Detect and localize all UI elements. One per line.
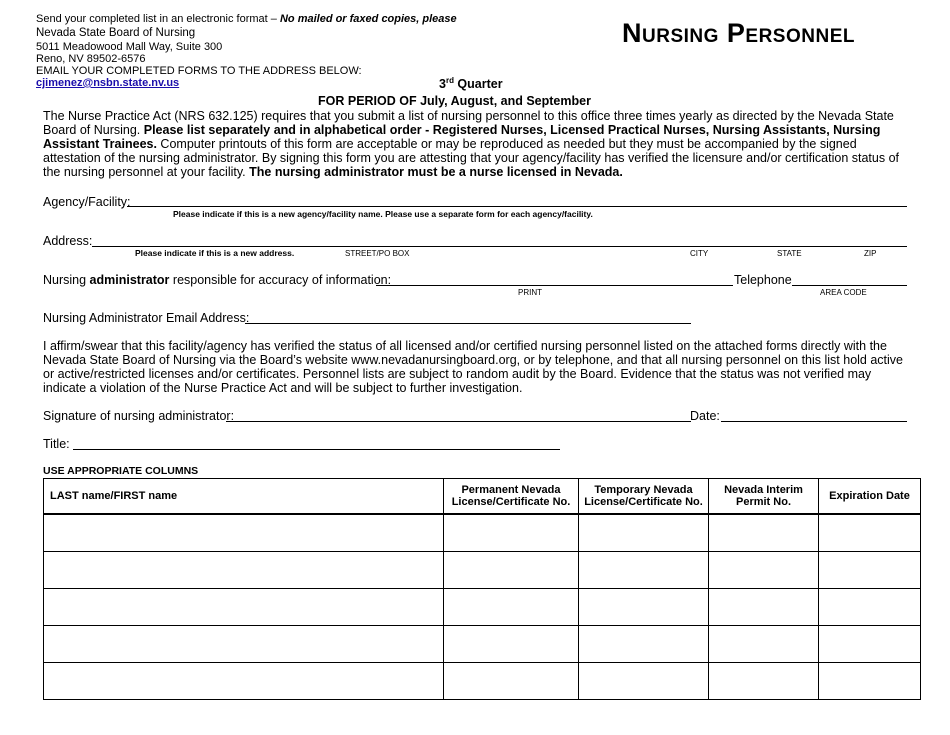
temporary-license-cell[interactable] (579, 626, 709, 663)
intro-paragraph (43, 109, 911, 179)
quarter-label (439, 76, 503, 91)
administrator-label-bold: administrator (89, 273, 170, 287)
send-note: No mailed or faxed copies, please (279, 13, 457, 25)
table-row (44, 589, 921, 626)
intro-text-2: Computer printouts of this form are acceptable or may be reproduced as needed but they must be accompanied by the signed attestation of the nursing administrator. By signing this form you are attesting that your agency/facility has verified the licensure and/or certification status of the nursing personnel at your facility. (43, 137, 899, 179)
temporary-license-cell[interactable] (579, 663, 709, 700)
interim-permit-cell[interactable] (709, 514, 819, 552)
signature-label: Signature of nursing administrator: (43, 409, 235, 423)
column-header-permanent-license: Permanent Nevada License/Certificate No. (444, 479, 579, 515)
area-code-caption: AREA CODE (820, 288, 867, 297)
intro-list-instruction: Please list separately and in alphabetical order - Registered Nurses, Licensed Practical Nurses, Nursing Assistants, Nursing Assistant Trainees. (43, 123, 881, 151)
send-prefix: Send your completed list in an electronic format – (36, 13, 280, 25)
email-instruction: EMAIL YOUR COMPLETED FORMS TO THE ADDRESS BELOW: (36, 65, 362, 77)
expiration-date-cell[interactable] (819, 589, 921, 626)
affirmation-text: I affirm/swear that this facility/agency has verified the status of all licensed and/or certified nursing personnel listed on the attached forms directly with the Nevada State Board of Nursing via the Board’s website www.nevadanursingboard.org, or by telephone, and that all nursing personnel on this list hold active or active/restricted licenses and/or certificates. Personnel lists are subject to random audit by the Board. Evidence that the status was not verified may indicate a violation of the Nurse Practice Act and will be subject to further investigation. (43, 339, 904, 395)
send-instruction (36, 13, 457, 26)
permanent-license-cell[interactable] (444, 663, 579, 700)
table-caption: USE APPROPRIATE COLUMNS (43, 465, 199, 477)
telephone-label: Telephone (734, 273, 792, 287)
name-cell[interactable] (44, 626, 444, 663)
title-label: Title: (43, 437, 70, 451)
column-header-expiration-date: Expiration Date (819, 479, 921, 515)
temporary-license-cell[interactable] (579, 552, 709, 589)
date-label: Date: (690, 409, 720, 423)
telephone-field[interactable] (792, 285, 907, 286)
expiration-date-cell[interactable] (819, 552, 921, 589)
administrator-label-post: responsible for accuracy of information: (169, 273, 392, 287)
administrator-label (43, 273, 391, 288)
interim-permit-cell[interactable] (709, 589, 819, 626)
quarter-word: Quarter (453, 77, 503, 92)
table-header-row (44, 479, 921, 515)
signature-field[interactable] (226, 421, 691, 422)
temporary-license-cell[interactable] (579, 514, 709, 552)
board-email-link[interactable]: cjimenez@nsbn.state.nv.us (36, 77, 180, 89)
table-row (44, 552, 921, 589)
expiration-date-cell[interactable] (819, 626, 921, 663)
address-field[interactable] (92, 246, 907, 247)
period-label: FOR PERIOD OF July, August, and September (318, 94, 591, 108)
org-name: Nevada State Board of Nursing (36, 27, 196, 39)
expiration-date-cell[interactable] (819, 663, 921, 700)
interim-permit-cell[interactable] (709, 663, 819, 700)
address-line-2: Reno, NV 89502-6576 (36, 53, 146, 65)
quarter-suffix: rd (445, 76, 454, 85)
agency-note: Please indicate if this is a new agency/facility name. Please use a separate form for each agency/facility. (173, 209, 593, 219)
interim-permit-cell[interactable] (709, 552, 819, 589)
state-caption: STATE (777, 249, 802, 258)
city-caption: CITY (690, 249, 709, 258)
expiration-date-cell[interactable] (819, 514, 921, 552)
administrator-name-field[interactable] (376, 285, 733, 286)
title-field[interactable] (73, 449, 560, 450)
column-header-name: LAST name/FIRST name (44, 479, 444, 515)
quarter-number: 3 (439, 77, 446, 92)
permanent-license-cell[interactable] (444, 552, 579, 589)
agency-field[interactable] (127, 206, 907, 207)
name-cell[interactable] (44, 552, 444, 589)
admin-email-label: Nursing Administrator Email Address: (43, 311, 250, 325)
address-note: Please indicate if this is a new address. (135, 248, 295, 258)
affirmation-paragraph (43, 339, 911, 395)
interim-permit-cell[interactable] (709, 626, 819, 663)
page-title: Nursing Personnel (622, 18, 855, 48)
column-header-interim-permit: Nevada Interim Permit No. (709, 479, 819, 515)
permanent-license-cell[interactable] (444, 626, 579, 663)
permanent-license-cell[interactable] (444, 514, 579, 552)
table-row (44, 626, 921, 663)
personnel-table (43, 478, 921, 700)
permanent-license-cell[interactable] (444, 589, 579, 626)
table-row (44, 514, 921, 552)
column-header-temporary-license: Temporary Nevada License/Certificate No. (579, 479, 709, 515)
table-row (44, 663, 921, 700)
name-cell[interactable] (44, 589, 444, 626)
administrator-label-pre: Nursing (43, 273, 90, 287)
name-cell[interactable] (44, 663, 444, 700)
address-label: Address: (43, 234, 93, 248)
intro-text-1: The Nurse Practice Act (NRS 632.125) requires that you submit a list of nursing personnel to this office three times yearly as directed by the Nevada State Board of Nursing. (43, 109, 894, 137)
address-line-1: 5011 Meadowood Mall Way, Suite 300 (36, 41, 223, 53)
agency-label: Agency/Facility: (43, 195, 131, 209)
admin-email-field[interactable] (245, 323, 691, 324)
print-caption: PRINT (518, 288, 542, 297)
name-cell[interactable] (44, 514, 444, 552)
temporary-license-cell[interactable] (579, 589, 709, 626)
street-caption: STREET/PO BOX (345, 249, 410, 258)
date-field[interactable] (721, 421, 907, 422)
zip-caption: ZIP (864, 249, 877, 258)
intro-admin-requirement: The nursing administrator must be a nurse licensed in Nevada. (249, 165, 623, 179)
